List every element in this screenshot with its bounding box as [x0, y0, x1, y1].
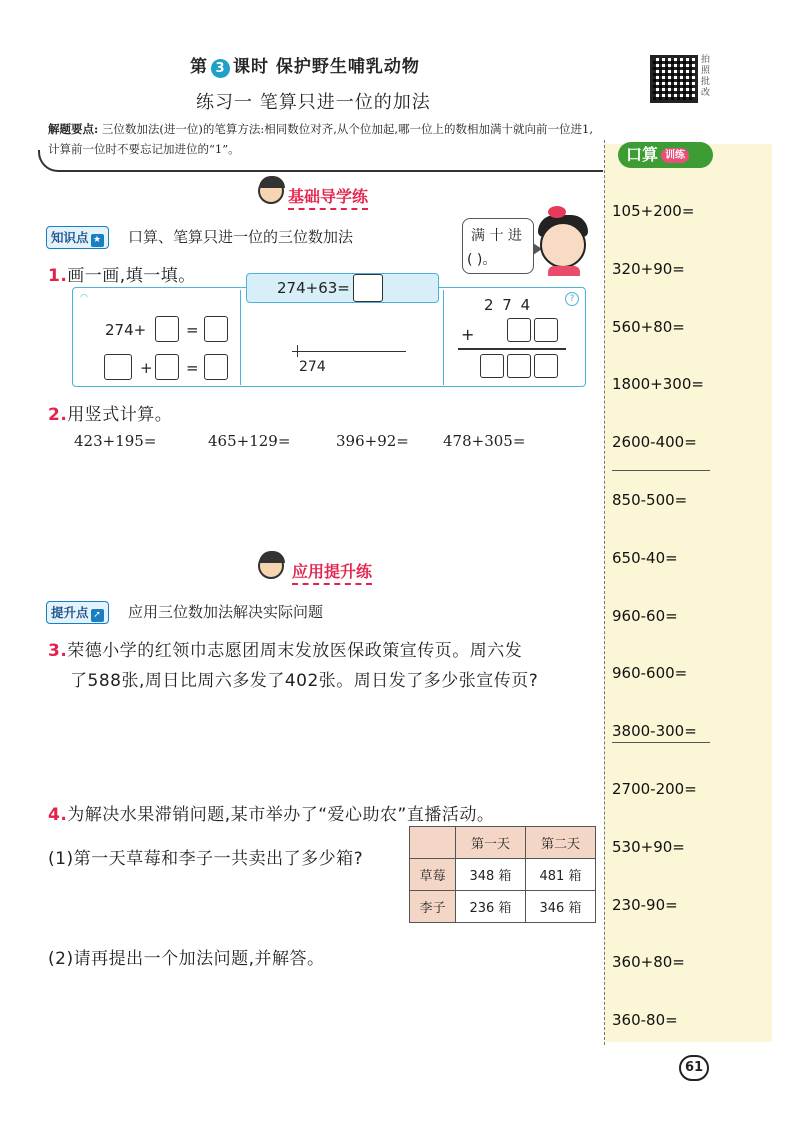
q1-center-equation-box: [246, 273, 439, 303]
mental-math-item: 3800-300=: [612, 722, 697, 741]
q3-line-1: [48, 636, 522, 661]
bubble-line-2: ( )。: [467, 252, 497, 268]
tip-underline: [38, 150, 603, 172]
q3-text-1: 荣德小学的红领巾志愿团周末发放医保政策宣传页。周六发: [67, 641, 523, 661]
knowledge-point-desc: 口算、笔算只进一位的三位数加法: [128, 228, 354, 246]
q1-left-box-1[interactable]: [155, 316, 179, 342]
q1-column-box-4[interactable]: [507, 354, 531, 378]
q1-column-box-3[interactable]: [480, 354, 504, 378]
section-apply-title-text: 应用提升练: [292, 562, 373, 581]
q1-column-box-5[interactable]: [534, 354, 558, 378]
q1-equals-1: =: [186, 321, 199, 339]
fruit-sales-table: [409, 826, 596, 923]
boy-mascot-icon-2: [258, 553, 284, 579]
q4-text: 为解决水果滞销问题,某市举办了“爱心助农”直播活动。: [67, 805, 495, 825]
q1-text: 画一画,填一填。: [67, 266, 196, 286]
section-apply-title: [292, 559, 372, 582]
mental-math-item: 2700-200=: [612, 780, 697, 798]
table-header: 第一天: [456, 827, 526, 859]
arrow-icon: ➚: [91, 609, 104, 622]
q1-left-box-3[interactable]: [104, 354, 132, 380]
q1-number-line-label: 274: [299, 359, 326, 375]
q1-left-box-4[interactable]: [155, 354, 179, 380]
section-apply-underline: [292, 583, 372, 585]
mental-math-item: 360-80=: [612, 1011, 678, 1030]
section-basic-title-text: 基础导学练: [288, 187, 369, 206]
table-row-header: 草莓: [410, 859, 456, 891]
table-cell: 346 箱: [526, 891, 596, 923]
rail-separator: [612, 742, 710, 743]
mental-math-item: 960-600=: [612, 664, 688, 683]
improvement-point-label: 提升点: [51, 605, 89, 620]
tip-label: 解题要点:: [48, 122, 99, 136]
wifi-icon: ◠: [80, 293, 88, 303]
mental-math-item: 320+90=: [612, 259, 685, 278]
girl-body: [548, 266, 580, 276]
q2-prompt: [48, 400, 172, 425]
q1-number: 1.: [48, 266, 68, 286]
bubble-line-1: 满 十 进: [471, 228, 522, 244]
q4-number: 4.: [48, 805, 68, 825]
q2-problem-3: 396+92=: [336, 432, 409, 450]
improvement-point-tag: [46, 601, 109, 624]
q1-plus: +: [140, 359, 153, 377]
q1-divider-left: [240, 290, 241, 385]
title-prefix: 第: [190, 57, 208, 77]
title-suffix: 课时 保护野生哺乳动物: [233, 57, 420, 77]
q3-number: 3.: [48, 641, 68, 661]
table-corner: [410, 827, 456, 859]
section-basic-underline: [288, 208, 368, 210]
q2-problem-4: 478+305=: [443, 432, 526, 450]
tip-text: 三位数加法(进一位)的笔算方法:相同数位对齐,从个位加起,哪一位上的数相加满十就向前一位进1,计算前一位时不要忘记加进位的“1”。: [48, 122, 594, 156]
mental-math-item: 650-40=: [612, 548, 678, 567]
rail-separator: [612, 470, 710, 471]
q1-number-line-tick: [297, 345, 298, 357]
q2-text: 用竖式计算。: [67, 405, 173, 425]
improvement-point-desc: 应用三位数加法解决实际问题: [128, 603, 324, 621]
lesson-number-badge: 3: [211, 59, 230, 78]
q2-problem-2: 465+129=: [208, 432, 291, 450]
mental-math-item: 960-60=: [612, 606, 678, 625]
speech-bubble: [462, 218, 534, 274]
q1-column-top: 2 7 4: [484, 296, 533, 314]
q1-left-box-5[interactable]: [204, 354, 228, 380]
knowledge-point-label: 知识点: [51, 230, 89, 245]
qr-code-icon[interactable]: [650, 55, 698, 103]
q2-problem-1: 423+195=: [74, 432, 157, 450]
mental-math-item: 105+200=: [612, 202, 695, 220]
star-icon: ★: [91, 234, 104, 247]
knowledge-point-tag: [46, 226, 109, 249]
mental-math-item: 2600-400=: [612, 433, 697, 452]
mental-math-item: 530+90=: [612, 837, 685, 856]
q1-column-rule: [458, 348, 566, 350]
q1-equals-2: =: [186, 359, 199, 377]
q4-sub-2: (2)请再提出一个加法问题,并解答。: [48, 949, 325, 969]
table-cell: 348 箱: [456, 859, 526, 891]
q1-number-line: [292, 351, 406, 352]
q3-line-2: 了588张,周日比周六多发了402张。周日发了多少张宣传页?: [70, 671, 539, 691]
q1-left-box-2[interactable]: [204, 316, 228, 342]
qr-note: 拍照批改: [701, 55, 711, 98]
q1-center-equation: 274+63=: [277, 279, 350, 297]
q4-prompt: [48, 800, 494, 825]
page-title: [190, 52, 420, 78]
mental-math-item: 1800+300=: [612, 375, 704, 394]
mental-math-item: 360+80=: [612, 953, 685, 972]
rail-header-tag: 训练: [661, 148, 689, 163]
q2-number: 2.: [48, 405, 68, 425]
q1-answer-box[interactable]: [353, 274, 383, 302]
q1-column-box-1[interactable]: [507, 318, 531, 342]
table-header-row: [410, 827, 596, 859]
q1-left-eq-start: 274+: [105, 321, 147, 339]
page-subtitle: 练习一 笔算只进一位的加法: [196, 92, 431, 113]
q1-prompt: [48, 261, 196, 286]
table-header: 第二天: [526, 827, 596, 859]
girl-bow-icon: [548, 206, 566, 218]
girl-mascot-icon: [540, 222, 586, 268]
rail-header-label: 口算: [626, 145, 659, 164]
rail-divider: [604, 140, 606, 1045]
q1-column-box-2[interactable]: [534, 318, 558, 342]
q1-divider-right: [443, 290, 444, 385]
boy-mascot-icon: [258, 178, 284, 204]
help-icon: ?: [565, 292, 579, 306]
page-number: 61: [679, 1055, 709, 1081]
mental-math-item: 850-500=: [612, 491, 688, 509]
mental-math-item: 230-90=: [612, 895, 678, 914]
table-row: [410, 891, 596, 923]
mental-math-item: 560+80=: [612, 317, 685, 336]
q1-column-plus: +: [461, 325, 475, 344]
table-row: [410, 859, 596, 891]
q4-sub-1: (1)第一天草莓和李子一共卖出了多少箱?: [48, 849, 364, 869]
rail-header: [618, 142, 713, 168]
table-cell: 236 箱: [456, 891, 526, 923]
table-cell: 481 箱: [526, 859, 596, 891]
section-basic-title: [288, 184, 368, 207]
table-row-header: 李子: [410, 891, 456, 923]
